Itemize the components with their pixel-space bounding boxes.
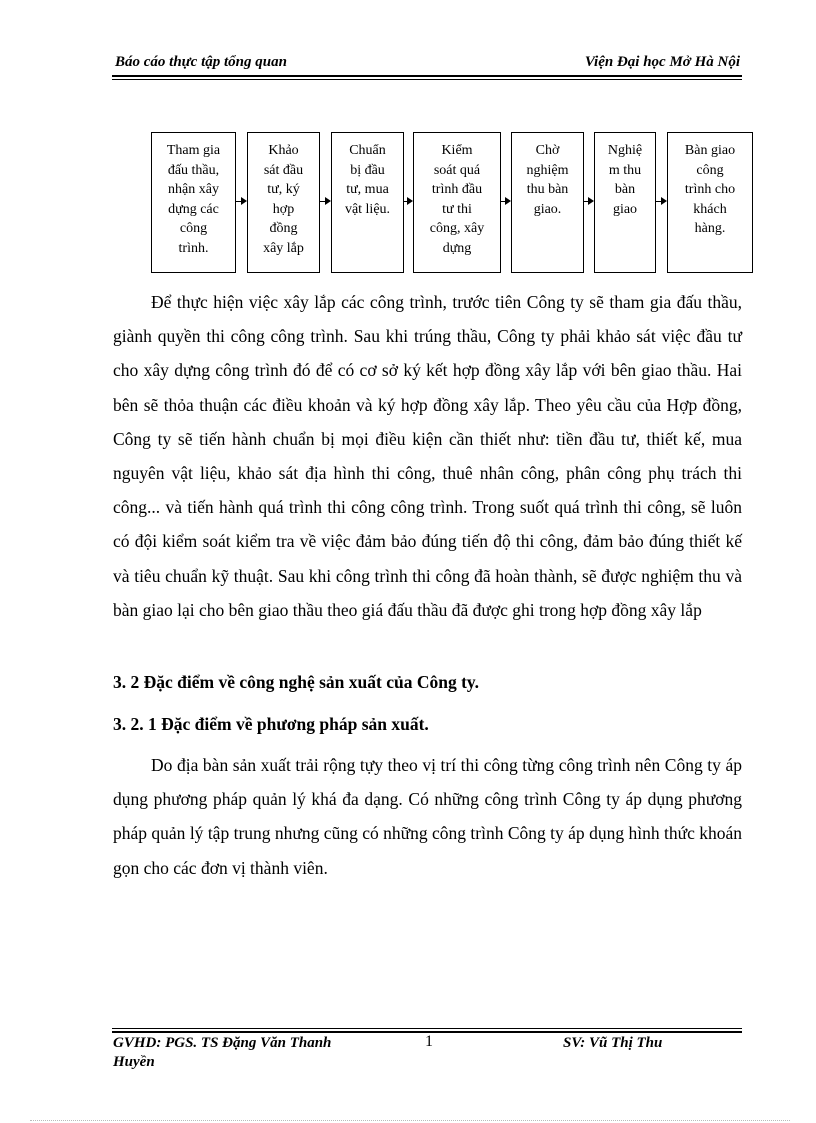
header-rule-thin xyxy=(112,79,742,80)
footer-advisor-name-cont: Huyền xyxy=(113,1054,155,1070)
flow-step-bidding: Tham gia đấu thầu, nhận xây dựng các công trình. xyxy=(151,132,236,273)
section-heading-3-2-1: 3. 2. 1 Đặc điểm về phương pháp sản xuất. xyxy=(113,714,429,734)
footer-advisor-name: GVHD: PGS. TS Đặng Văn Thanh xyxy=(113,1035,332,1051)
header-institution: Viện Đại học Mở Hà Nội xyxy=(584,54,740,70)
header-report-title: Báo cáo thực tập tổng quan xyxy=(115,54,287,70)
flow-arrow xyxy=(501,196,511,208)
paragraph-production-method: Do địa bàn sản xuất trải rộng tựy theo vị trí thi công từng công trình nên Công ty áp dụng phương pháp quản lý khá đa dạng. Có những công trình Công ty áp dụng phương pháp quản lý tập trung nhưng cũng có những công trình Công ty áp dụng hình thức khoán gọn cho các đơn vị thành viên. xyxy=(113,755,742,878)
flow-step-survey: Khảo sát đầu tư, ký hợp đồng xây lắp xyxy=(247,132,320,273)
body-paragraph-2 xyxy=(113,748,742,885)
flow-arrow xyxy=(656,196,667,208)
page-edge-divider xyxy=(30,1120,790,1121)
page-header xyxy=(112,52,742,76)
body-paragraph-1 xyxy=(113,285,742,627)
footer-rule-thin xyxy=(112,1028,742,1029)
flow-arrow xyxy=(320,196,331,208)
flow-step-control: Kiểm soát quá trình đầu tư thi công, xây dựng xyxy=(413,132,501,273)
paragraph-construction-process: Để thực hiện việc xây lắp các công trình, trước tiên Công ty sẽ tham gia đấu thầu, giành quyền thi công công trình. Sau khi trúng thầu, Công ty phải khảo sát việc đầu tư cho xây dựng công trình đó để có cơ sở ký kết hợp đồng xây lắp với bên giao thầu. Hai bên sẽ thỏa thuận các điều khoản và ký hợp đồng xây lắp. Theo yêu cầu của Hợp đồng, Công ty sẽ tiến hành chuẩn bị mọi điều kiện cần thiết như: tiền đầu tư, thiết kế, mua nguyên vật liệu, khảo sát địa hình thi công, thuê nhân công, phân công phụ trách thi công... và tiến hành quá trình thi công công trình. Trong suốt quá trình thi công, sẽ luôn có đội kiểm soát kiểm tra về việc đảm bảo đúng tiến độ thi công, đảm bảo đúng thiết kế và tiêu chuẩn kỹ thuật. Sau khi công trình thi công đã hoàn thành, sẽ được nghiệm thu và bàn giao lại cho bên giao thầu theo giá đấu thầu đã được ghi trong hợp đồng xây lắp xyxy=(113,292,742,620)
footer-student: SV: Vũ Thị Thu xyxy=(563,1035,663,1051)
flow-arrow xyxy=(404,196,413,208)
flow-arrow xyxy=(236,196,247,208)
header-rule xyxy=(112,75,742,77)
section-heading-3-2: 3. 2 Đặc điểm về công nghệ sản xuất của Công ty. xyxy=(113,672,480,692)
flow-step-await-acceptance: Chờ nghiệm thu bàn giao. xyxy=(511,132,584,273)
flow-arrow xyxy=(584,196,594,208)
footer-advisor xyxy=(113,1035,331,1071)
flow-step-handover: Bàn giao công trình cho khách hàng. xyxy=(667,132,753,273)
flow-step-prepare: Chuẩn bị đầu tư, mua vật liệu. xyxy=(331,132,404,273)
flow-step-acceptance: Nghiệ m thu bàn giao xyxy=(594,132,656,273)
page-number: 1 xyxy=(425,1033,433,1050)
